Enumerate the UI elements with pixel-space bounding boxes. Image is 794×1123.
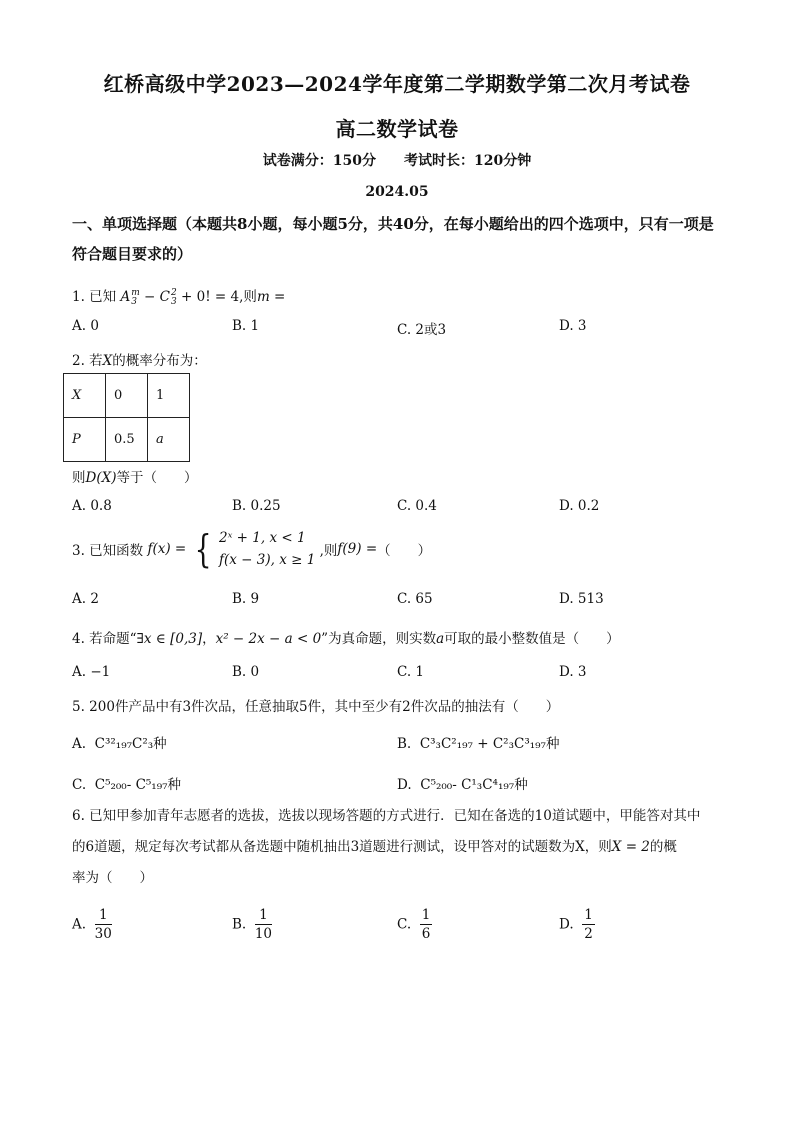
q6-cond: X = 2	[611, 839, 650, 855]
q5-option-b[interactable]	[397, 732, 559, 752]
q3-f9: f(9) =	[337, 541, 378, 557]
q5-c-label: C.	[72, 777, 87, 793]
numerator: 1	[584, 907, 593, 923]
q2-ask	[72, 466, 197, 486]
q6-d-label: D.	[559, 916, 574, 933]
q2-option-a[interactable]: A. 0.8	[72, 498, 112, 514]
q4-var: a	[436, 631, 445, 647]
q1-option-b[interactable]: B. 1	[232, 318, 260, 334]
q1-a-sup: m	[131, 287, 140, 298]
q1-eq: =	[269, 289, 286, 305]
q2-option-c[interactable]: C. 0.4	[397, 498, 437, 514]
q3-case-1: 2ˣ + 1, x < 1	[219, 530, 306, 546]
q5-option-a[interactable]	[72, 732, 167, 752]
q5-option-d[interactable]	[397, 773, 528, 793]
q3-prefix: 3. 已知函数	[72, 543, 144, 559]
q2-stem: 2. 若	[72, 353, 103, 369]
table-row	[64, 418, 190, 462]
q4-suffix2: 可取的最小整数值是（ ）	[444, 631, 620, 647]
q6-option-b[interactable]	[232, 906, 272, 943]
q1-option-d[interactable]: D. 3	[559, 318, 587, 334]
q2-option-b[interactable]: B. 0.25	[232, 498, 281, 514]
q6-line-2	[72, 832, 722, 863]
q6-option-d[interactable]	[559, 906, 595, 943]
q1-var: m	[256, 289, 270, 305]
q3-option-c[interactable]: C. 65	[397, 591, 433, 607]
q3-fx: f(x) =	[147, 541, 187, 557]
q1-prefix: 1. 已知	[72, 289, 117, 305]
denominator: 10	[254, 926, 272, 942]
q1-option-a[interactable]: A. 0	[72, 318, 99, 334]
table-row	[64, 374, 190, 418]
q2-option-d[interactable]: D. 0.2	[559, 498, 600, 514]
q6-line-2-end: 的概	[649, 839, 677, 855]
q4-option-b[interactable]: B. 0	[232, 664, 260, 680]
q4-sep: ，	[202, 631, 216, 647]
q3-paren: （ ）	[377, 543, 432, 559]
exam-subtitle: 高二数学试卷	[335, 117, 459, 141]
q1-option-c[interactable]: C. 2或3	[397, 322, 447, 338]
q3-option-a[interactable]: A. 2	[72, 591, 99, 607]
section-heading: 一、单项选择题（本题共8小题，每小题5分，共40分，在每小题给出的四个选项中，只有一项是符合题目要求的）	[72, 215, 714, 263]
q1-a-scripts	[131, 289, 140, 307]
q4-option-c[interactable]: C. 1	[397, 664, 425, 680]
q6-option-c[interactable]	[397, 906, 432, 943]
q5-d-label: D.	[397, 777, 412, 793]
q3-case-2: f(x − 3), x ≥ 1	[219, 552, 316, 568]
q6-line-1: 6. 已知甲参加青年志愿者的选拔，选拔以现场答题的方式进行．已知在备选的10道试题中，甲能答对其中	[72, 808, 701, 824]
fraction	[582, 906, 595, 943]
q2-ask-prefix: 则	[72, 470, 86, 486]
denominator: 2	[584, 926, 593, 942]
q1-c-sup: 2	[171, 287, 177, 298]
q1-c-sub: 3	[171, 296, 177, 307]
denominator: 30	[94, 926, 112, 942]
brace-icon: {	[194, 527, 212, 571]
q6-b-label: B.	[232, 916, 247, 933]
table-cell: 1	[148, 374, 190, 418]
exam-title: 红桥高级中学2023—2024学年度第二学期数学第二次月考试卷	[103, 72, 691, 96]
question-4	[72, 627, 620, 647]
table-cell: 0.5	[106, 418, 148, 462]
q4-expr2: x² − 2x − a < 0	[215, 631, 322, 647]
q6-a-label: A.	[72, 916, 87, 933]
q1-minus: − C	[139, 289, 170, 305]
q6-line-2-text: 的6道题，规定每次考试都从备选题中随机抽出3道题进行测试，设甲答对的试题数为X，则	[72, 839, 612, 855]
q4-expr1: ∃x ∈ [0,3]	[136, 631, 203, 647]
numerator: 1	[255, 906, 272, 925]
q3-option-b[interactable]: B. 9	[232, 591, 260, 607]
q2-var: X	[102, 353, 113, 369]
q1-a-sub: 3	[131, 296, 137, 307]
fraction	[420, 906, 433, 943]
q5-b-label: B.	[397, 736, 412, 752]
q5-c-text: C⁵₂₀₀- C⁵₁₉₇种	[94, 777, 182, 793]
q1-expression	[120, 289, 239, 305]
full-score: 试卷满分：150分	[262, 153, 376, 169]
q2-stem2: 的概率分布为：	[112, 353, 207, 369]
fraction	[95, 906, 112, 943]
q4-option-a[interactable]: A. −1	[72, 664, 111, 680]
q6-line-3: 率为（ ）	[72, 870, 153, 886]
q1-a: A	[120, 289, 131, 305]
duration: 考试时长：120分钟	[404, 153, 532, 169]
q5-a-text: C³²₁₉₇C²₃种	[94, 736, 167, 752]
exam-date: 2024.05	[365, 184, 429, 200]
q6-c-label: C.	[397, 916, 412, 933]
question-5: 5. 200件产品中有3件次品，任意抽取5件，其中至少有2件次品的抽法有（ ）	[72, 699, 560, 715]
question-1	[72, 285, 285, 307]
table-cell: 0	[106, 374, 148, 418]
q6-option-a[interactable]	[72, 906, 112, 943]
question-6	[72, 801, 722, 894]
q5-b-text: C³₃C²₁₉₇ + C²₃C³₁₉₇种	[419, 736, 560, 752]
q2-ask-expr: D(X)	[85, 470, 117, 486]
q1-suffix: ,则	[239, 289, 257, 305]
denominator: 6	[421, 926, 431, 942]
table-cell: a	[148, 418, 190, 462]
q3-suffix: ,则	[319, 543, 338, 559]
q2-ask-suffix: 等于（ ）	[116, 470, 198, 486]
question-3	[72, 527, 431, 571]
q1-rest: + 0! = 4	[176, 289, 240, 305]
question-2	[72, 349, 207, 369]
fraction	[255, 906, 272, 943]
q5-d-text: C⁵₂₀₀- C¹₃C⁴₁₉₇种	[420, 777, 528, 793]
q4-prefix: 4. 若命题“	[72, 631, 137, 647]
table-cell: P	[64, 418, 106, 462]
q5-a-label: A.	[72, 736, 87, 752]
numerator: 1	[95, 906, 112, 925]
numerator: 1	[421, 907, 431, 923]
q3-cases	[219, 527, 315, 571]
probability-table	[63, 373, 190, 462]
table-cell: X	[64, 374, 106, 418]
q4-option-d[interactable]: D. 3	[559, 664, 587, 680]
q4-suffix: ”为真命题，则实数	[321, 631, 437, 647]
exam-info	[0, 150, 794, 170]
q3-option-d[interactable]: D. 513	[559, 591, 604, 607]
q5-option-c[interactable]	[72, 773, 181, 793]
